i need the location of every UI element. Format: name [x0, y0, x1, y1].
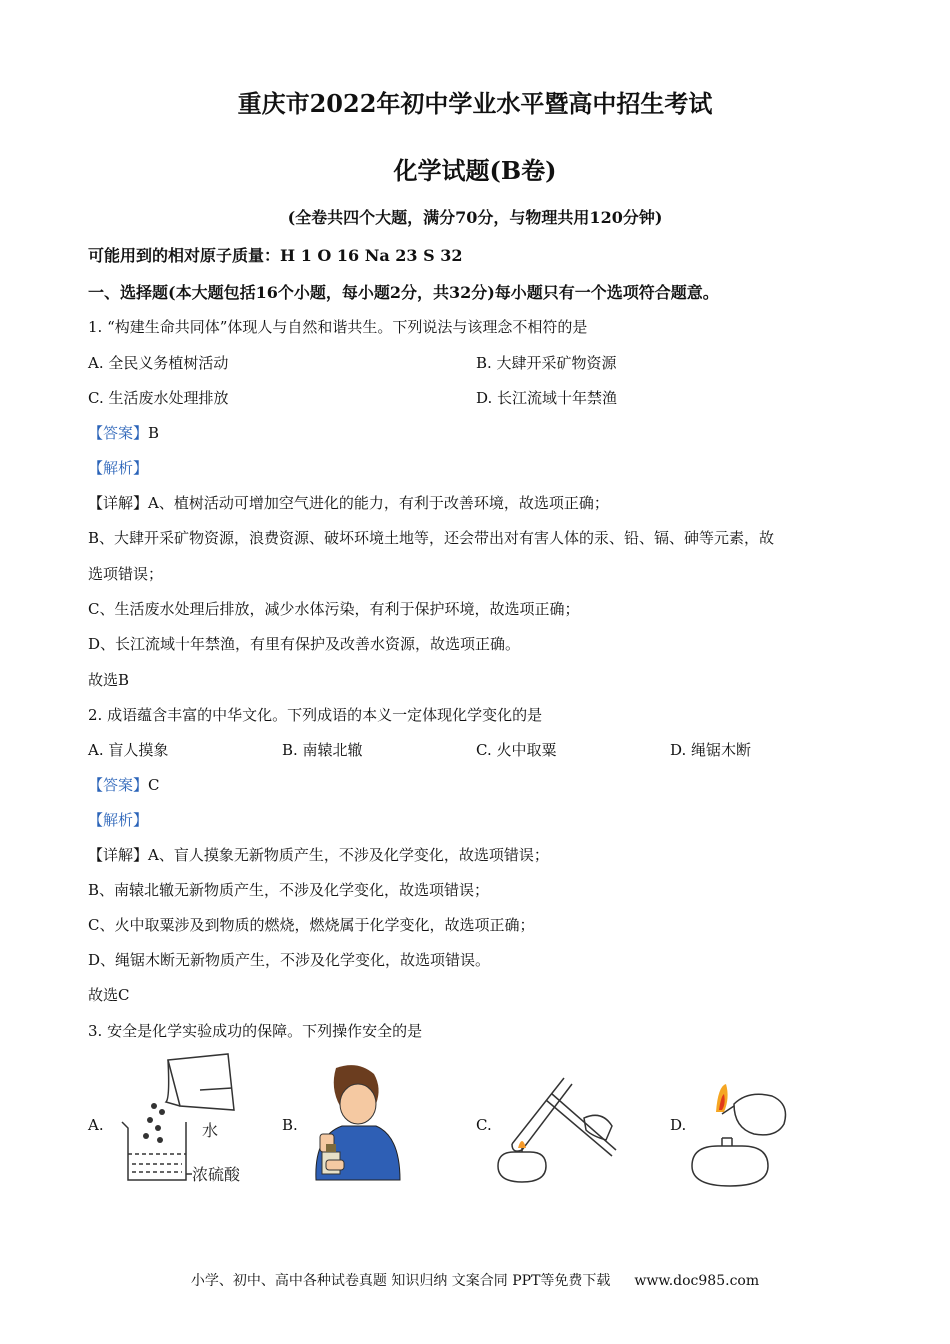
q2-detail-3: C、火中取粟涉及到物质的燃烧，燃烧属于化学变化，故选项正确；: [88, 916, 535, 934]
q2-option-c: C. 火中取粟: [476, 741, 557, 759]
q2-analysis-tag: 【解析】: [88, 811, 149, 829]
q1-detail-3: 选项错误；: [88, 565, 164, 583]
q2-option-a: A. 盲人摸象: [88, 741, 169, 759]
q1-detail-4: C、生活废水处理后排放，减少水体污染，有利于保护环境，故选项正确；: [88, 600, 580, 618]
q2-detail-2: B、南辕北辙无新物质产生，不涉及化学变化，故选项错误；: [88, 881, 490, 899]
q1-stem: 1. “构建生命共同体”体现人与自然和谐共生。下列说法与该理念不相符的是: [88, 318, 588, 336]
q3-figure-a-acid-label: 浓硫酸: [192, 1165, 241, 1184]
q1-detail-5: D、长江流域十年禁渔，有里有保护及改善水资源，故选项正确。: [88, 635, 521, 653]
q1-option-c: C. 生活废水处理排放: [88, 389, 229, 407]
detail-text: A、盲人摸象无新物质产生，不涉及化学变化，故选项错误；: [148, 846, 549, 864]
q2-detail-1: [88, 844, 549, 865]
footer-url[interactable]: www.doc985.com: [634, 1273, 760, 1289]
q3-option-b-label: B.: [282, 1116, 298, 1134]
q3-option-a-label: A.: [88, 1116, 104, 1134]
q3-figure-a-water-label: 水: [202, 1121, 219, 1140]
footer-text: 小学、初中、高中各种试卷真题 知识归纳 文案合同 PPT等免费下载: [190, 1273, 611, 1289]
q1-answer: [88, 422, 159, 443]
q3-figure-c: [494, 1070, 622, 1186]
q3-figure-a: [110, 1050, 260, 1190]
q1-option-d: D. 长江流域十年禁渔: [476, 389, 618, 407]
q2-answer: [88, 774, 160, 795]
section-heading: 一、选择题(本大题包括16个小题，每小题2分，共32分)每小题只有一个选项符合题意。: [88, 283, 719, 302]
q3-stem: 3. 安全是化学实验成功的保障。下列操作安全的是: [88, 1022, 423, 1040]
atomic-mass-line: 可能用到的相对原子质量：H 1 O 16 Na 23 S 32: [88, 246, 463, 265]
q2-stem: 2. 成语蕴含丰富的中华文化。下列成语的本义一定体现化学变化的是: [88, 706, 543, 724]
q3-option-d-label: D.: [670, 1116, 687, 1134]
q1-analysis-tag: 【解析】: [88, 459, 149, 477]
detail-tag: 【详解】: [88, 846, 149, 864]
q1-option-a: A. 全民义务植树活动: [88, 354, 229, 372]
q2-option-b: B. 南辕北辙: [282, 741, 363, 759]
answer-tag: 【答案】: [88, 776, 149, 794]
detail-tag: 【详解】: [88, 494, 149, 512]
q1-detail-1: [88, 492, 609, 513]
q2-conclusion: 故选C: [88, 986, 130, 1004]
exam-title: 重庆市2022年初中学业水平暨高中招生考试: [237, 89, 713, 118]
q3-figure-d: [688, 1082, 796, 1190]
q3-option-c-label: C.: [476, 1116, 492, 1134]
q1-option-b: B. 大肆开采矿物资源: [476, 354, 617, 372]
page-footer: [0, 1270, 950, 1290]
q2-detail-4: D、绳锯木断无新物质产生，不涉及化学变化，故选项错误。: [88, 951, 491, 969]
q1-conclusion: 故选B: [88, 671, 130, 689]
answer-value: B: [148, 424, 160, 442]
answer-tag: 【答案】: [88, 424, 149, 442]
answer-value: C: [148, 776, 160, 794]
q1-detail-2: B、大肆开采矿物资源，浪费资源、破坏环境土地等，还会带出对有害人体的汞、铅、镉、砷等元素，故: [88, 529, 775, 547]
q3-figure-b: [296, 1060, 408, 1186]
detail-text: A、植树活动可增加空气进化的能力，有利于改善环境，故选项正确；: [148, 494, 609, 512]
q2-option-d: D. 绳锯木断: [670, 741, 752, 759]
exam-subtitle: 化学试题(B卷): [393, 156, 557, 185]
exam-note: (全卷共四个大题，满分70分，与物理共用120分钟): [287, 208, 663, 227]
